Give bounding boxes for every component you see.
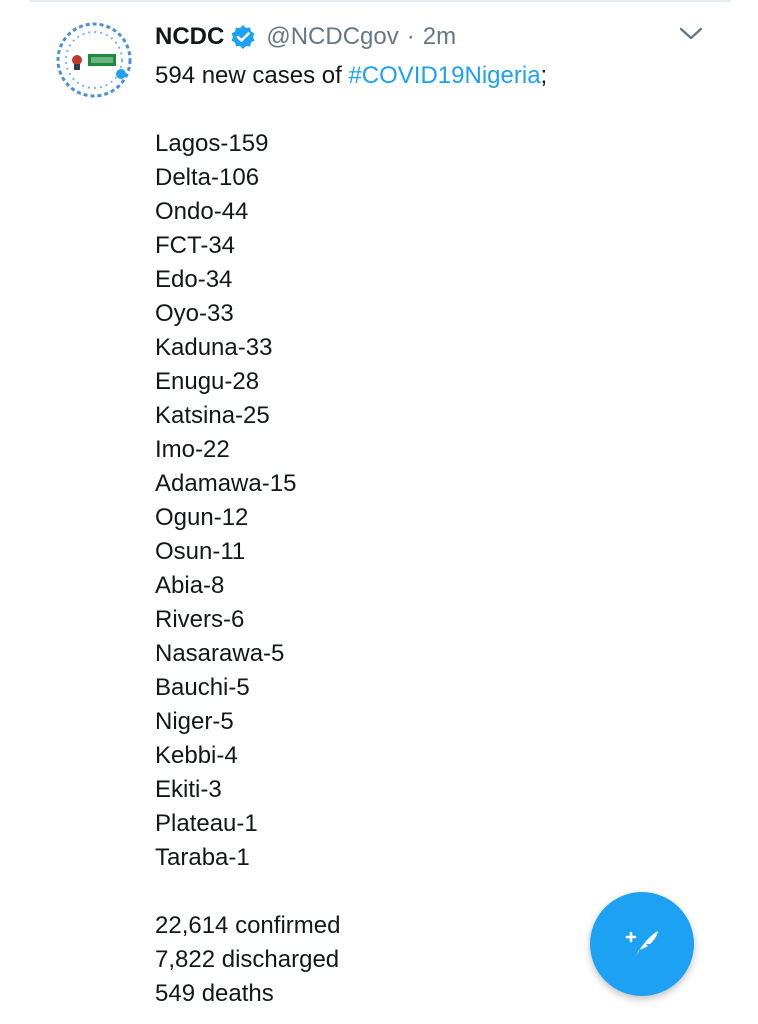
compose-tweet-button[interactable] [590,892,694,996]
author-name[interactable]: NCDC [155,23,225,50]
total-line: 7,822 discharged [155,946,340,973]
state-case-line: Ekiti-3 [155,776,222,803]
state-case-line: Ondo-44 [155,198,249,225]
verified-badge-icon [230,24,256,50]
state-case-line: Katsina-25 [155,402,270,429]
separator: · [406,23,415,50]
total-line: 22,614 confirmed [155,912,341,939]
intro-line [155,59,715,93]
state-case-line: Abia-8 [155,572,225,599]
state-case-line: Taraba-1 [155,844,250,871]
divider [30,0,730,2]
state-case-line: FCT-34 [155,232,236,259]
compose-tweet-icon [617,917,667,972]
state-case-line: Oyo-33 [155,300,234,327]
state-case-line: Rivers-6 [155,606,245,633]
state-case-line: Nasarawa-5 [155,640,285,667]
state-case-line: Imo-22 [155,436,230,463]
state-case-line: Kebbi-4 [155,742,238,769]
state-case-line: Plateau-1 [155,810,258,837]
state-case-line: Adamawa-15 [155,470,297,497]
state-case-line: Kaduna-33 [155,334,273,361]
tweet-header [155,19,456,55]
state-case-line: Lagos-159 [155,130,269,157]
total-line: 549 deaths [155,980,274,1007]
state-case-line: Niger-5 [155,708,234,735]
state-case-line: Osun-11 [155,538,246,565]
state-case-line: Bauchi-5 [155,674,250,701]
state-case-line: Delta-106 [155,164,260,191]
timestamp[interactable]: 2m [422,23,457,50]
states-list [155,127,715,875]
state-case-line: Ogun-12 [155,504,249,531]
chevron-down-icon[interactable] [678,24,704,44]
intro-suffix: ; [540,62,548,89]
intro-prefix: 594 new cases of [155,62,349,89]
tweet-text [155,59,715,1011]
state-case-line: Edo-34 [155,266,233,293]
spacer [155,93,715,127]
avatar[interactable] [50,16,138,104]
author-handle[interactable]: @NCDCgov [266,23,399,50]
state-case-line: Enugu-28 [155,368,260,395]
hashtag-link[interactable]: #COVID19Nigeria [348,62,541,89]
